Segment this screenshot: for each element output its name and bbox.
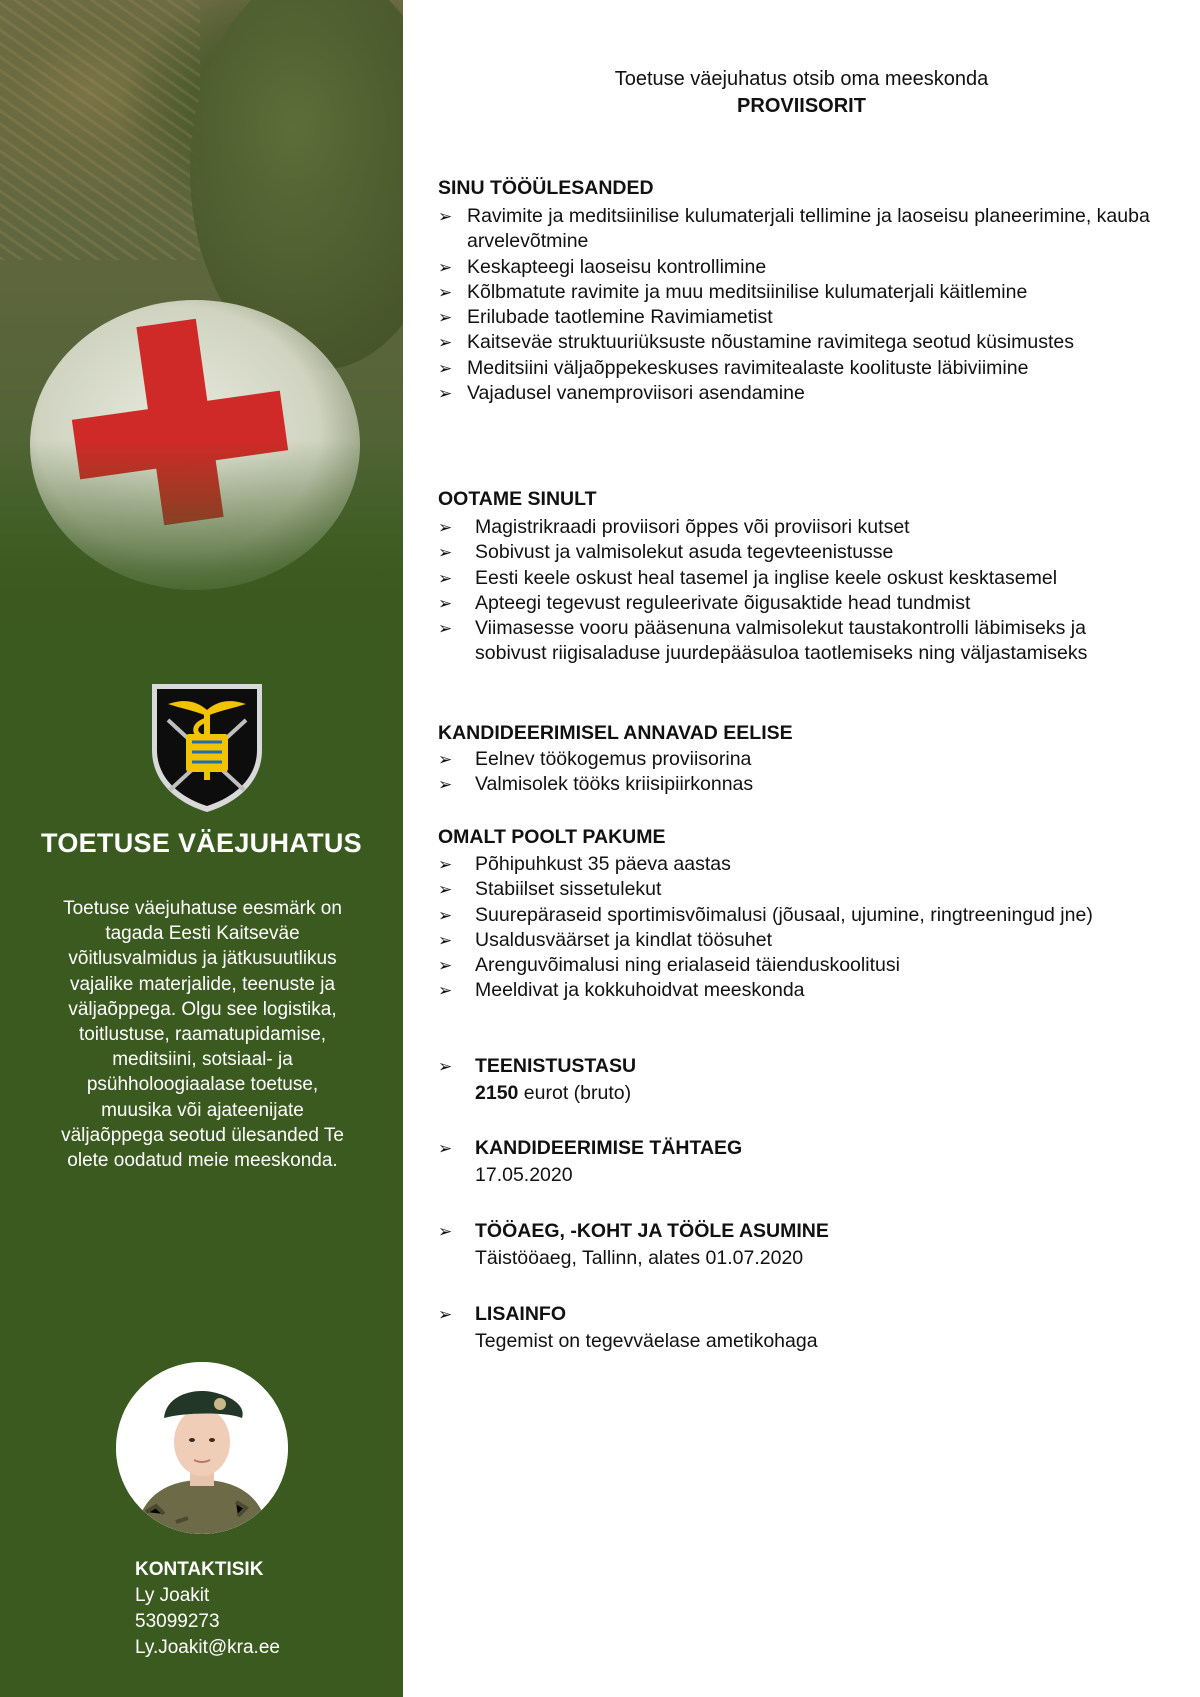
list-item: ➢ Suurepäraseid sportimisvõimalusi (jõusaal, ujumine, ringtreeningud jne) bbox=[438, 903, 1178, 928]
list-item: ➢ Keskapteegi laoseisu kontrollimine bbox=[438, 255, 1168, 280]
requirements-title: OOTAME SINULT bbox=[438, 488, 597, 510]
header-subtitle: Toetuse väejuhatus otsib oma meeskonda bbox=[614, 68, 989, 90]
arrowhead-bullet-icon: ➢ bbox=[438, 1139, 453, 1158]
arrowhead-bullet-icon: ➢ bbox=[438, 1222, 453, 1241]
salary-block bbox=[438, 1053, 1138, 1107]
offer-title: OMALT POOLT PAKUME bbox=[438, 826, 666, 848]
worktime-block bbox=[438, 1218, 1138, 1272]
position-title: PROVIISORIT bbox=[737, 95, 866, 117]
list-item: ➢ Usaldusväärset ja kindlat töösuhet bbox=[438, 928, 1178, 953]
contact-phone: 53099273 bbox=[135, 1611, 220, 1632]
red-cross-armband-photo bbox=[0, 0, 403, 640]
advantages-list bbox=[438, 747, 1178, 798]
contact-name: Ly Joakit bbox=[135, 1585, 210, 1606]
offer-list bbox=[438, 852, 1178, 1004]
moreinfo-block bbox=[438, 1301, 1138, 1355]
list-item: ➢ Viimasesse vooru pääsenuna valmisolekut taustakontrolli läbimiseks ja sobivust riigisaladuse juurdepääsuloa taotlemiseks ning väljastamiseks bbox=[438, 616, 1178, 667]
list-item: ➢ Meditsiini väljaõppekeskuses ravimitealaste koolituste läbiviimine bbox=[438, 356, 1168, 381]
support-command-crest-icon bbox=[146, 680, 268, 815]
deadline-block bbox=[438, 1135, 1138, 1189]
list-item: ➢ Kõlbmatute ravimite ja muu meditsiinilise kulumaterjali käitlemine bbox=[438, 280, 1168, 305]
sidebar-title: TOETUSE VÄEJUHATUS bbox=[41, 828, 362, 858]
sidebar-description: Toetuse väejuhatuse eesmärk on tagada Eesti Kaitseväe võitlusvalmidus ja jätkusuutlikus vajalike materjalide, teenuste ja väljaõppega. Olgu see logistika, toitlustuse, raamatupidamise, meditsiini, sotsiaal- ja psühholoogiaalase toetuse, muusika või ajateenijate väljaõppega seotud ülesanded Te olete oodatud meie meeskonda. bbox=[61, 898, 344, 1172]
tasks-list bbox=[438, 204, 1168, 406]
list-item: ➢ Magistrikraadi proviisori õppes või proviisori kutset bbox=[438, 515, 1178, 540]
salary-unit: eurot (bruto) bbox=[518, 1082, 632, 1104]
deadline-value: 17.05.2020 bbox=[475, 1164, 573, 1186]
contact-title: KONTAKTISIK bbox=[135, 1559, 264, 1580]
list-item: ➢ Apteegi tegevust reguleerivate õigusaktide head tundmist bbox=[438, 591, 1178, 616]
sidebar bbox=[0, 0, 403, 1697]
list-item: ➢ Valmisolek tööks kriisipiirkonnas bbox=[438, 772, 1178, 797]
contact-person-photo bbox=[116, 1362, 288, 1534]
moreinfo-value: Tegemist on tegevväelase ametikohaga bbox=[475, 1330, 818, 1352]
moreinfo-title: LISAINFO bbox=[475, 1303, 566, 1325]
salary-amount: 2150 bbox=[475, 1082, 519, 1104]
list-item: ➢ Arenguvõimalusi ning erialaseid täienduskoolitusi bbox=[438, 953, 1178, 978]
list-item: ➢ Kaitseväe struktuuriüksuste nõustamine ravimitega seotud küsimustes bbox=[438, 330, 1168, 355]
list-item: ➢ Stabiilset sissetulekut bbox=[438, 877, 1178, 902]
arrowhead-bullet-icon: ➢ bbox=[438, 1305, 453, 1324]
contact-block bbox=[135, 1557, 280, 1661]
salary-value bbox=[438, 1080, 1138, 1107]
deadline-title: KANDIDEERIMISE TÄHTAEG bbox=[475, 1137, 743, 1159]
list-item: ➢ Vajadusel vanemproviisori asendamine bbox=[438, 381, 1168, 406]
list-item: ➢ Meeldivat ja kokkuhoidvat meeskonda bbox=[438, 978, 1178, 1003]
worktime-title: TÖÖAEG, -KOHT JA TÖÖLE ASUMINE bbox=[475, 1220, 829, 1242]
list-item: ➢ Põhipuhkust 35 päeva aastas bbox=[438, 852, 1178, 877]
arrowhead-bullet-icon: ➢ bbox=[438, 1057, 453, 1076]
list-item: ➢ Ravimite ja meditsiinilise kulumaterjali tellimine ja laoseisu planeerimine, kauba arvelevõtmine bbox=[438, 204, 1168, 255]
tasks-title: SINU TÖÖÜLESANDED bbox=[438, 177, 654, 199]
list-item: ➢ Sobivust ja valmisolekut asuda tegevteenistusse bbox=[438, 540, 1178, 565]
posting-header bbox=[403, 66, 1200, 120]
contact-email[interactable]: Ly.Joakit@kra.ee bbox=[135, 1637, 280, 1658]
requirements-list bbox=[438, 515, 1178, 667]
list-item: ➢ Eelnev töökogemus proviisorina bbox=[438, 747, 1178, 772]
salary-title: TEENISTUSTASU bbox=[475, 1055, 637, 1077]
list-item: ➢ Eesti keele oskust heal tasemel ja inglise keele oskust kesktasemel bbox=[438, 566, 1178, 591]
advantages-title: KANDIDEERIMISEL ANNAVAD EELISE bbox=[438, 722, 793, 744]
list-item: ➢ Erilubade taotlemine Ravimiametist bbox=[438, 305, 1168, 330]
worktime-value: Täistööaeg, Tallinn, alates 01.07.2020 bbox=[475, 1247, 804, 1269]
